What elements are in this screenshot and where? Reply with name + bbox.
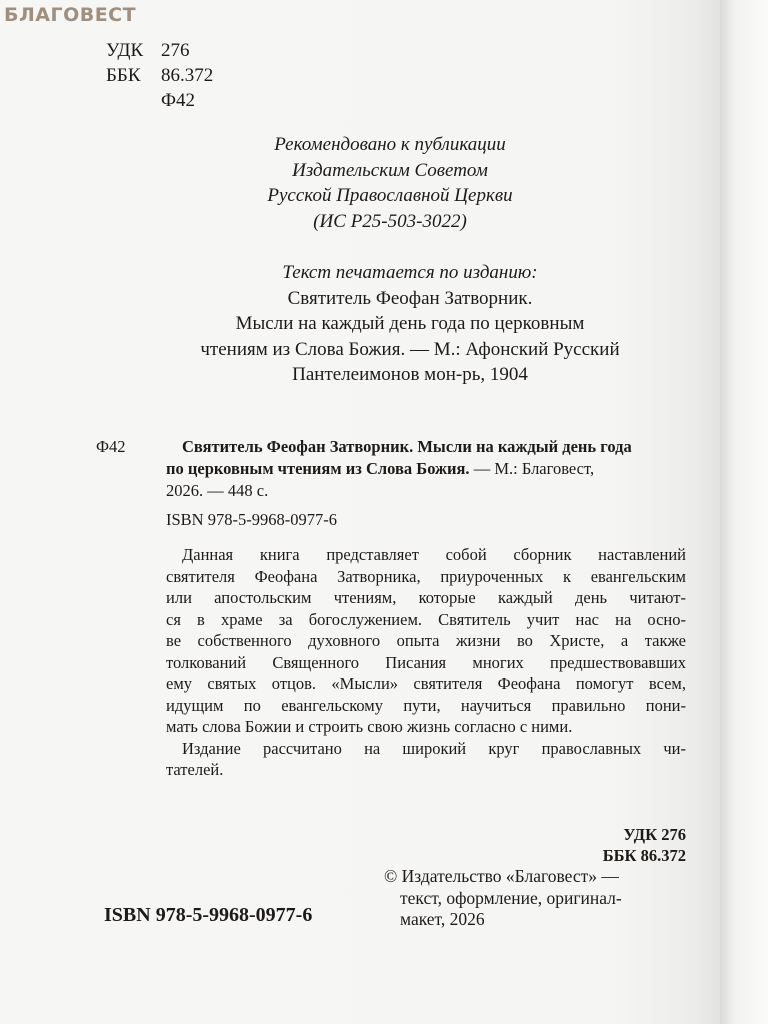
- annotation-line: ве собственного духовного опыта жизни во Христе, а также: [166, 631, 686, 650]
- copyright-line: © Издательство «Благовест» —: [384, 866, 619, 886]
- bbk-value: 86.372: [161, 65, 214, 86]
- annotation-line: толкований Священного Писания многих предшествовавших: [166, 652, 686, 672]
- recommendation-block: [150, 132, 630, 234]
- biblio-line-2: [166, 458, 686, 480]
- biblio-imprint: — М.: Благовест,: [469, 459, 595, 478]
- bibliographic-record: [96, 436, 686, 502]
- annotation-line: святителя Феофана Затворника, приуроченных к евангельским: [166, 566, 686, 586]
- author-mark: Ф42: [161, 90, 196, 111]
- recommendation-line: Русской Православной Церкви: [267, 185, 513, 206]
- annotation-line: ему святых отцов. «Мысли» святителя Феофана помогут всем,: [166, 674, 686, 693]
- source-line: Мысли на каждый день года по церковным: [235, 313, 585, 334]
- biblio-line-1: [166, 436, 686, 458]
- isbn-bottom: ISBN 978-5-9968-0977-6: [104, 904, 313, 926]
- source-intro: Текст печатается по изданию:: [282, 262, 538, 283]
- recommendation-line: (ИС Р25-503-3022): [313, 210, 467, 232]
- classification-top: [106, 38, 213, 113]
- annotation-line: тателей.: [166, 760, 224, 779]
- annotation-line: Данная книга представляет собой сборник наставлений: [182, 545, 686, 564]
- biblio-title-1: Святитель Феофан Затворник. Мысли на каждый день года: [182, 437, 632, 456]
- annotation-line: Издание рассчитано на широкий круг православных чи-: [182, 738, 686, 758]
- annotation-line: идущим по евангельскому пути, научиться правильно пони-: [166, 695, 686, 715]
- bibliographic-code: Ф42: [96, 437, 126, 456]
- source-line: Святитель Феофан Затворник.: [287, 287, 533, 309]
- watermark-logo: БЛАГОВЕСТ: [4, 4, 137, 26]
- annotation: [166, 544, 686, 781]
- isbn-record: ISBN 978-5-9968-0977-6: [166, 510, 337, 529]
- bbk-label: ББК: [106, 65, 141, 86]
- bbk-bottom: ББК 86.372: [602, 846, 686, 865]
- udk-value: 276: [161, 40, 190, 61]
- source-line: Пантелеимонов мон-рь, 1904: [292, 364, 528, 385]
- copyright-line: текст, оформление, оригинал-: [400, 887, 622, 908]
- page-gutter: [720, 0, 768, 1024]
- annotation-line: или апостольским чтениям, которые каждый день читают-: [166, 588, 686, 607]
- annotation-line: ся в храме за богослужением. Святитель учит нас на осно-: [166, 609, 686, 629]
- copyright-block: [384, 866, 622, 931]
- udk-label: УДК: [106, 40, 144, 61]
- recommendation-line: Издательским Советом: [292, 159, 488, 181]
- source-line: чтениям из Слова Божия. — М.: Афонский Русский: [200, 338, 620, 360]
- recommendation-line: Рекомендовано к публикации: [274, 134, 506, 155]
- annotation-line: мать слова Божии и строить свою жизнь согласно с ними.: [166, 717, 573, 736]
- classification-bottom: [540, 824, 686, 866]
- source-edition-block: [130, 260, 690, 388]
- biblio-line-3: 2026. — 448 с.: [166, 481, 269, 500]
- biblio-title-2: по церковным чтениям из Слова Божия.: [166, 459, 470, 478]
- copyright-line: макет, 2026: [400, 909, 485, 929]
- udk-bottom: УДК 276: [623, 825, 686, 844]
